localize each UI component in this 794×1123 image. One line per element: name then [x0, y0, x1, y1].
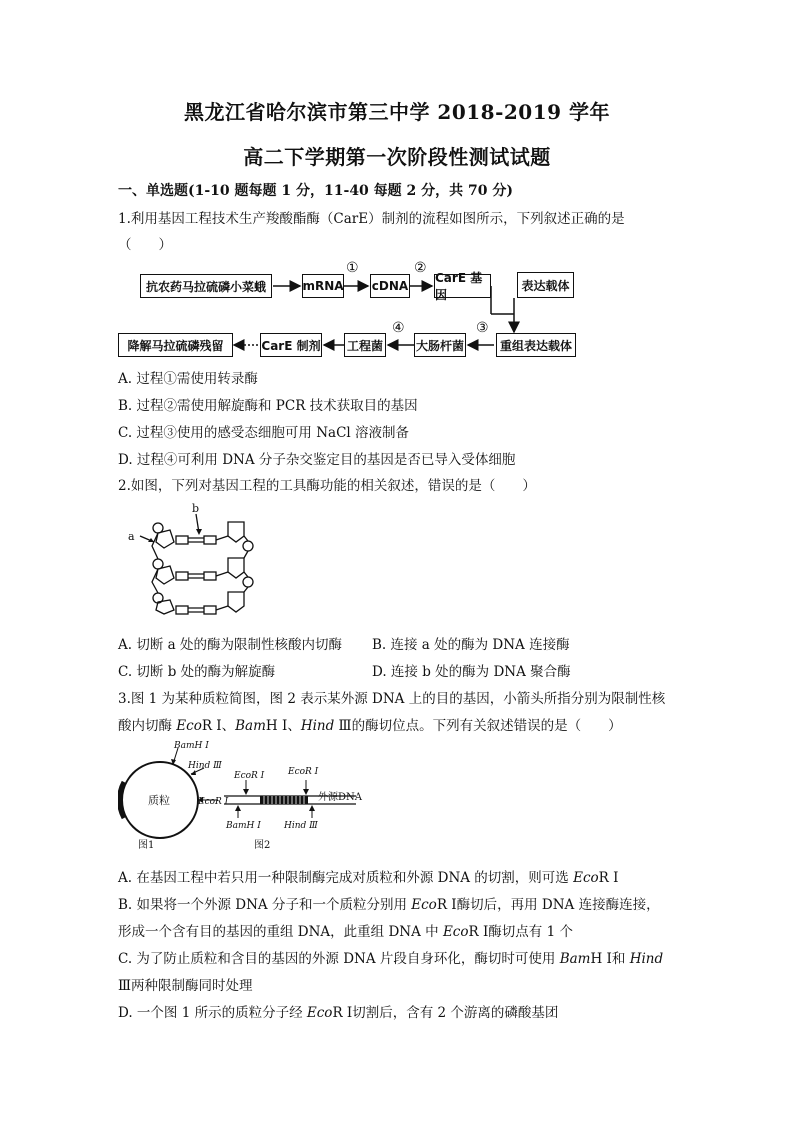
option-text: R Ⅰ酶切点有 1 个 — [468, 924, 573, 940]
option-text: R Ⅰ酶切后，再用 DNA 连接酶连接， — [436, 897, 660, 913]
q1-option-a: A. 过程①需使用转录酶 — [118, 371, 258, 387]
flow-box-vector: 表达载体 — [517, 272, 574, 298]
option-text: D. 一个图 1 所示的质粒分子经 — [118, 1005, 307, 1021]
label-b: b — [192, 502, 200, 515]
flow-box-product: CarE 制剂 — [260, 333, 322, 357]
q2-stem: 2.如图，下列对基因工程的工具酶功能的相关叙述，错误的是（ ） — [118, 478, 536, 494]
flow-step-2: ② — [414, 260, 427, 276]
q3-plasmid-figure — [118, 738, 378, 850]
q3-option-c-line1 — [118, 947, 663, 967]
flow-step-3: ③ — [476, 320, 489, 336]
option-text-italic: Bam — [559, 951, 591, 967]
option-text-italic: Eco — [306, 1005, 333, 1021]
fig1-caption: 图1 — [138, 840, 155, 850]
option-text: H Ⅰ和 — [590, 951, 630, 967]
option-text: 形成一个含有目的基因的重组 DNA，此重组 DNA 中 — [118, 924, 443, 940]
q3-stem-text: Ⅲ的酶切位点。下列有关叙述错误的是（ ） — [334, 718, 622, 734]
fig2-caption: 图2 — [254, 840, 271, 850]
option-text-italic: Eco — [442, 924, 469, 940]
q3-stem-hind: Hind — [300, 718, 335, 734]
q3-stem-text: R Ⅰ、 — [201, 718, 236, 734]
q1-flow-diagram — [118, 262, 598, 362]
q3-option-b-line1 — [118, 893, 660, 913]
q3-stem-1: 3.图 1 为某种质粒简图，图 2 表示某外源 DNA 上的目的基因，小箭头所指分别为限制性核 — [118, 691, 666, 707]
q3-option-d — [118, 1001, 558, 1021]
dna-ecor1-b-label: EcoR Ⅰ — [288, 767, 319, 777]
option-text: R Ⅰ切割后，含有 2 个游离的磷酸基团 — [332, 1005, 559, 1021]
flow-step-4: ④ — [392, 320, 405, 336]
flow-box-source: 抗农药马拉硫磷小菜蛾 — [140, 274, 272, 298]
q3-stem-bamh: Bam — [235, 718, 266, 734]
option-text: C. 为了防止质粒和含目的基因的外源 DNA 片段自身环化，酶切时可使用 — [118, 951, 560, 967]
plasmid-bamh1-label: BamH Ⅰ — [174, 741, 209, 751]
q1-stem-paren: （ ） — [118, 237, 172, 253]
q2-option-b: B. 连接 a 处的酶为 DNA 连接酶 — [372, 637, 570, 653]
q2-dna-figure — [120, 500, 270, 620]
q3-stem-2 — [118, 714, 622, 734]
q1-option-d: D. 过程④可利用 DNA 分子杂交鉴定目的基因是否已导入受体细胞 — [118, 452, 516, 468]
option-text-italic: Eco — [573, 870, 599, 886]
label-a: a — [128, 530, 135, 543]
title-line-2: 高二下学期第一次阶段性测试试题 — [243, 145, 551, 169]
title-line-1: 黑龙江省哈尔滨市第三中学 2018-2019 学年 — [183, 100, 611, 124]
q2-option-d: D. 连接 b 处的酶为 DNA 聚合酶 — [372, 664, 571, 680]
flow-box-recombinant: 重组表达载体 — [496, 333, 576, 357]
q3-stem-ecor: Eco — [176, 718, 202, 734]
section-heading: 一、单选题(1-10 题每题 1 分，11-40 每题 2 分，共 70 分) — [118, 183, 514, 199]
flow-step-1: ① — [346, 260, 359, 276]
q2-option-c: C. 切断 b 处的酶为解旋酶 — [118, 664, 276, 680]
option-text: R Ⅰ — [598, 870, 619, 886]
plasmid-ecor1-label: EcoR Ⅰ — [198, 797, 229, 807]
flow-box-cdna: cDNA — [370, 274, 410, 298]
option-text-italic: Hind — [629, 951, 664, 967]
plasmid-hind3-label: Hind Ⅲ — [188, 761, 222, 771]
flow-box-degrade: 降解马拉硫磷残留 — [118, 333, 233, 357]
q1-stem: 1.利用基因工程技术生产羧酸酯酶（CarE）制剂的流程如图所示，下列叙述正确的是 — [118, 211, 625, 227]
option-text: B. 如果将一个外源 DNA 分子和一个质粒分别用 — [118, 897, 412, 913]
dna-hind3-label: Hind Ⅲ — [284, 821, 318, 831]
q3-stem-text: 酸内切酶 — [118, 718, 177, 734]
q3-stem-text: H Ⅰ、 — [265, 718, 301, 734]
option-text-italic: Eco — [411, 897, 437, 913]
q3-option-c-line2: Ⅲ两种限制酶同时处理 — [118, 978, 253, 994]
foreign-dna-label: 外源DNA — [318, 792, 362, 803]
q1-option-c: C. 过程③使用的感受态细胞可用 NaCl 溶液制备 — [118, 425, 410, 441]
plasmid-label: 质粒 — [148, 794, 170, 807]
q1-option-b: B. 过程②需使用解旋酶和 PCR 技术获取目的基因 — [118, 398, 418, 414]
q3-option-a — [118, 866, 618, 886]
flow-box-care-gene: CarE 基因 — [434, 274, 491, 298]
dna-ecor1-a-label: EcoR Ⅰ — [234, 771, 265, 781]
q2-option-a: A. 切断 a 处的酶为限制性核酸内切酶 — [118, 637, 342, 653]
q3-option-b-line2 — [118, 920, 573, 940]
option-text: A. 在基因工程中若只用一种限制酶完成对质粒和外源 DNA 的切割，则可选 — [118, 870, 574, 886]
plasmid-and-dna-drawing — [118, 738, 378, 850]
flow-box-engineered: 工程菌 — [344, 333, 386, 357]
flow-box-mrna: mRNA — [302, 274, 344, 298]
flow-box-ecoli: 大肠杆菌 — [414, 333, 466, 357]
dna-bamh1-label: BamH Ⅰ — [226, 821, 261, 831]
dna-strand-drawing — [120, 500, 270, 620]
